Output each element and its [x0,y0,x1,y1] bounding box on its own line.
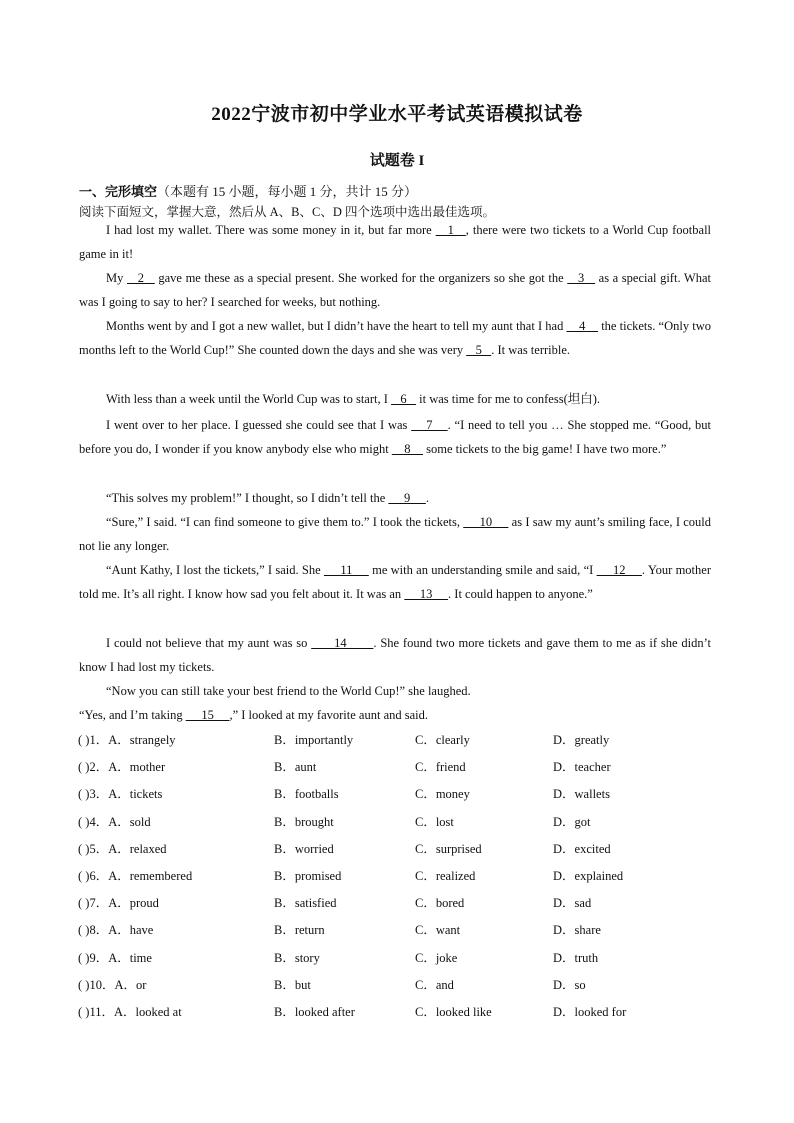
blank-4: 4 [566,319,599,333]
text: “Yes, and I’m taking [79,708,186,722]
question-row [78,920,718,947]
option-b[interactable]: B．looked after [274,1004,355,1019]
option-b[interactable]: B．aunt [274,760,317,775]
passage-paragraph-5 [79,413,711,461]
passage-paragraph-11 [79,703,711,727]
section-heading: 一、完形填空 [79,184,158,199]
text: as a special gift. What was I going to say to her? I searched for weeks, but nothing. [79,271,712,310]
option-d[interactable]: D．looked for [553,1004,627,1019]
passage-paragraph-4 [79,387,711,411]
option-c[interactable]: C．realized [415,868,476,883]
option-d[interactable]: D．wallets [553,787,610,802]
text: ,” I looked at my favorite aunt and said. [229,708,429,722]
passage-paragraph-9 [79,631,711,679]
option-d[interactable]: D．share [553,923,601,938]
passage-paragraph-2 [79,266,711,314]
option-b[interactable]: B．story [274,950,320,965]
question-options [78,730,718,1029]
question-number-option-a[interactable]: ( )11．A．looked at [78,1004,182,1019]
passage-paragraph-8 [79,558,711,606]
text: I had lost my wallet. There was some money in it, but far more [106,223,436,237]
text: . It could happen to anyone.” [448,587,593,602]
text: the tickets. “Only two months left to the World Cup!” She counted down the days and she was very [79,319,711,358]
question-row [78,812,718,839]
blank-12: 12 [596,563,642,577]
blank-6: 6 [391,392,417,406]
option-b[interactable]: B．footballs [274,787,339,802]
question-number-option-a[interactable]: ( )3．A．tickets [78,787,163,802]
question-row [78,784,718,811]
option-c[interactable]: C．friend [415,760,466,775]
question-row [78,757,718,784]
exam-title: 2022宁波市初中学业水平考试英语模拟试卷 [211,104,583,125]
section-instruction: 阅读下面短文，掌握大意，然后从 A、B、C、D 四个选项中选出最佳选项。 [79,205,495,219]
blank-5: 5 [466,343,492,358]
blank-9: 9 [388,491,426,505]
text: My [106,271,127,285]
option-c[interactable]: C．surprised [415,841,482,856]
option-b[interactable]: B．worried [274,841,334,856]
option-c[interactable]: C．money [415,787,470,802]
text: “This solves my problem!” I thought, so I didn’t tell the [106,491,389,505]
blank-2: 2 [126,271,155,285]
blank-10: 10 [463,515,509,529]
option-d[interactable]: D．so [553,977,586,992]
text: it was time for me to confess(坦白). [416,392,601,406]
question-row [78,893,718,920]
blank-14: 14 [311,636,374,650]
text: “Sure,” I said. “I can find someone to give them to.” I took the tickets, [106,515,464,529]
option-c[interactable]: C．clearly [415,733,470,747]
text: I went over to her place. I guessed she could see that I was [106,418,412,432]
text: me with an understanding smile and said, “I [368,563,597,577]
question-row [78,866,718,893]
option-d[interactable]: D．sad [553,896,592,911]
question-number-option-a[interactable]: ( )9．A．time [78,950,152,965]
option-b[interactable]: B．brought [274,814,334,829]
option-c[interactable]: C．bored [415,896,465,911]
blank-11: 11 [323,563,369,577]
option-d[interactable]: D．got [553,814,591,829]
blank-7: 7 [411,418,448,432]
passage-paragraph-6 [79,486,711,510]
text: “Aunt Kathy, I lost the tickets,” I said. She [106,563,324,577]
section-header [79,181,417,200]
text: With less than a week until the World Cup was to start, I [106,392,392,406]
text: gave me these as a special present. She worked for the organizers so she got the [154,271,568,285]
question-number-option-a[interactable]: ( )8．A．have [78,923,154,938]
passage-paragraph-10: “Now you can still take your best friend to the World Cup!” she laughed. [106,684,471,698]
question-number-option-a[interactable]: ( )4．A．sold [78,814,151,829]
passage-paragraph-3 [79,314,711,362]
text: , there were two tickets to a World Cup football game in it! [79,223,712,262]
text: . She found two more tickets and gave them to me as if she didn’t know I had lost my tickets. [79,636,712,675]
option-d[interactable]: D．explained [553,868,624,883]
question-row [78,975,718,1002]
question-number-option-a[interactable]: ( )7．A．proud [78,896,159,911]
option-b[interactable]: B．promised [274,868,342,883]
option-c[interactable]: C．joke [415,950,458,965]
option-c[interactable]: C．lost [415,814,454,829]
passage-paragraph-7 [79,510,711,558]
text: some tickets to the big game! I have two more.” [423,442,667,457]
text: . [425,491,429,505]
question-number-option-a[interactable]: ( )5．A．relaxed [78,841,167,856]
blank-3: 3 [567,271,596,285]
blank-15: 15 [185,708,230,722]
text: . Your mother told me. It’s all right. I know how sad you felt about it. It was an [79,563,711,602]
option-d[interactable]: D．greatly [553,733,610,747]
option-b[interactable]: B．satisfied [274,896,337,911]
blank-1: 1 [435,223,466,237]
text: I could not believe that my aunt was so [106,636,312,650]
question-row [78,1002,718,1029]
question-number-option-a[interactable]: ( )2．A．mother [78,760,166,775]
text: Months went by and I got a new wallet, but I didn’t have the heart to tell my aunt that I had [106,319,567,333]
section-note: （本题有 15 小题，每小题 1 分，共计 15 分） [157,184,418,199]
question-number-option-a[interactable]: ( )1．A．strangely [78,733,176,747]
question-row [78,730,718,757]
passage-paragraph-1 [79,218,711,266]
blank-13: 13 [404,587,449,602]
option-d[interactable]: D．excited [553,841,611,856]
question-number-option-a[interactable]: ( )6．A．remembered [78,868,193,883]
blank-8: 8 [391,442,424,457]
option-c[interactable]: C．want [415,923,461,938]
text: . “I need to tell you … She stopped me. “Good, but before you do, I wonder if you know anybody else who might [79,418,712,457]
option-c[interactable]: C．looked like [415,1004,492,1019]
question-row [78,948,718,975]
option-b[interactable]: B．but [274,977,311,992]
option-c[interactable]: C．and [415,977,454,992]
option-d[interactable]: D．truth [553,950,599,965]
paper-subtitle: 试题卷 I [369,153,425,169]
option-d[interactable]: D．teacher [553,760,611,775]
text: as I saw my aunt’s smiling face, I could not lie any longer. [79,515,712,554]
option-b[interactable]: B．importantly [274,733,354,747]
option-b[interactable]: B．return [274,923,325,938]
question-row [78,839,718,866]
question-number-option-a[interactable]: ( )10．A．or [78,977,147,992]
text: . It was terrible. [491,343,571,358]
